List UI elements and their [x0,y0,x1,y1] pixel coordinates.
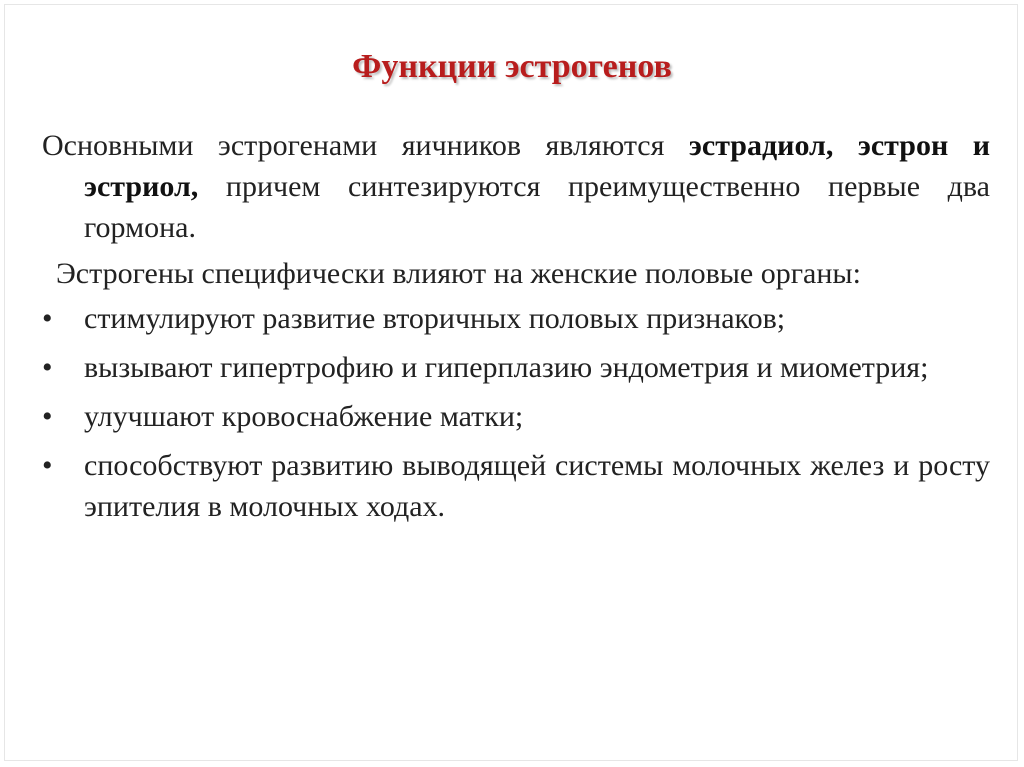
slide-body [42,125,990,535]
list-item [42,298,990,339]
list-item-text: стимулируют развитие вторичных половых признаков; [84,302,786,335]
list-item-text: способствуют развитию выводящей системы молочных желез и росту эпителия в молочных ходах. [84,449,990,523]
list-item-text: вызывают гипертрофию и гиперплазию эндометрия и миометрия; [84,351,929,384]
lead-sentence: Эстрогены специфически влияют на женские половые органы: [56,257,861,290]
bullet-icon: • [42,400,53,433]
intro-text-start: Основными эстрогенами яичников являются [42,129,689,162]
list-item [42,445,990,527]
slide-title: Функции эстрогенов [352,48,672,85]
list-item [42,396,990,437]
intro-text-end: причем синтезируются преимущественно первые два гормона. [84,170,990,244]
list-item-text: улучшают кровоснабжение матки; [84,400,524,433]
bullet-icon: • [42,302,53,335]
bullet-icon: • [42,351,53,384]
list-item [42,347,990,388]
intro-paragraph [42,125,990,248]
bullet-icon: • [42,449,53,482]
intro-hormones-bold: эстрадиол, эстрон и эстриол, [84,129,990,203]
bullet-list [42,298,990,527]
